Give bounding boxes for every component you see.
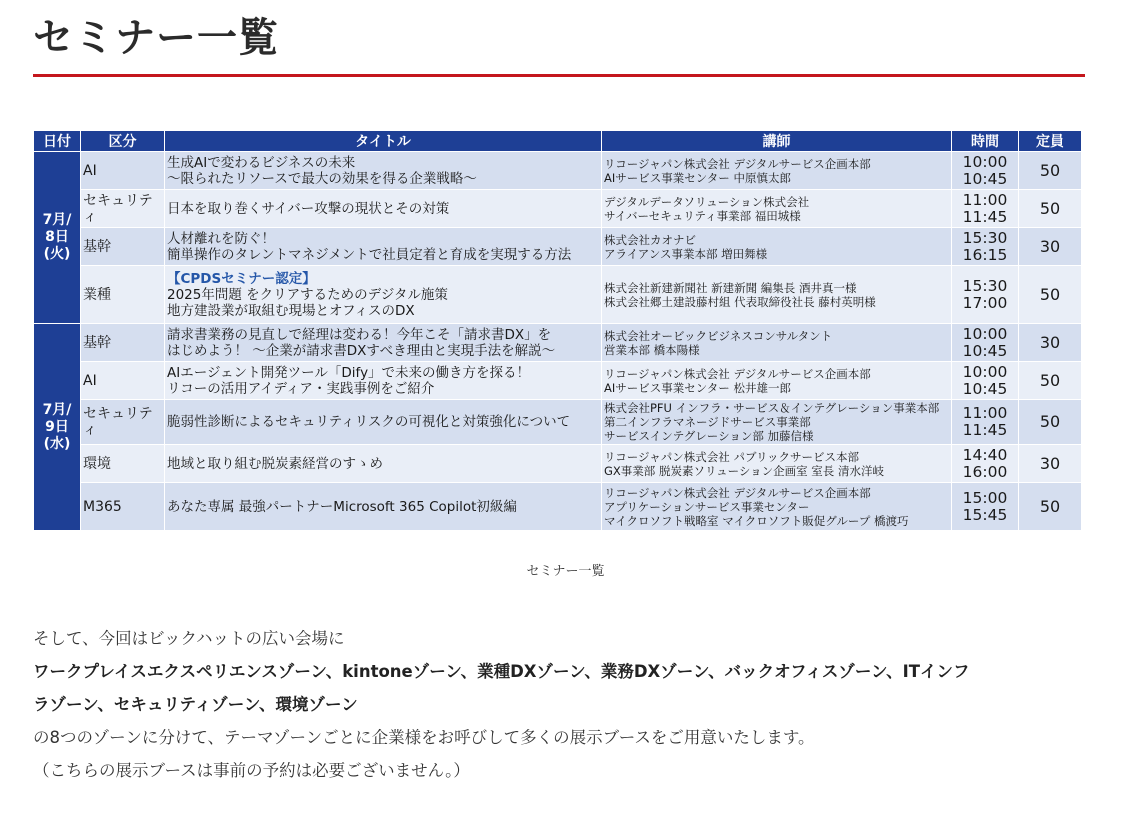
table-row — [34, 445, 1082, 483]
title-line: リコーの活用アイディア・実践事例をご紹介 — [167, 380, 435, 397]
instructor-line: マイクロソフト戦略室 マイクロソフト販促グループ 橋渡巧 — [604, 513, 909, 528]
category-cell: セキュリティ — [81, 190, 165, 228]
table-row — [34, 190, 1082, 228]
instructor-line: サイバーセキュリティ事業部 福田城様 — [604, 208, 801, 223]
time-cell — [952, 190, 1019, 228]
date-line: (水) — [43, 435, 71, 452]
date-cell — [34, 152, 81, 324]
time-cell — [952, 324, 1019, 362]
date-line: 7月/ — [42, 212, 72, 228]
instructor-cell — [602, 152, 952, 190]
zone-description — [33, 622, 1093, 787]
category-cell: セキュリティ — [81, 400, 165, 445]
time-start: 15:30 — [962, 276, 1008, 295]
title-line: 請求書業務の見直しで経理は変わる！今年こそ「請求書DX」を — [167, 326, 552, 343]
time-end: 10:45 — [962, 379, 1008, 398]
title-line: 日本を取り巻くサイバー攻撃の現状とその対策 — [167, 200, 450, 217]
table-row — [34, 362, 1082, 400]
title-line: 生成AIで変わるビジネスの未来 — [167, 154, 356, 171]
capacity-cell: 50 — [1019, 266, 1082, 324]
title-line: 地方建設業が取組む現場とオフィスのDX — [167, 302, 415, 319]
table-row — [34, 400, 1082, 445]
time-start: 14:40 — [962, 445, 1008, 464]
instructor-cell — [602, 445, 952, 483]
instructor-cell — [602, 400, 952, 445]
instructor-line: リコージャパン株式会社 デジタルサービス企画本部 — [604, 366, 871, 381]
instructor-cell — [602, 362, 952, 400]
title-cell — [165, 445, 602, 483]
time-cell — [952, 152, 1019, 190]
table-header-row — [34, 131, 1082, 152]
title-cell — [165, 228, 602, 266]
time-end: 16:00 — [962, 462, 1008, 481]
page-title: セミナー一覧 — [33, 15, 279, 61]
title-line: 地域と取り組む脱炭素経営のすゝめ — [167, 455, 383, 472]
header-instructor: 講師 — [602, 131, 952, 152]
table-row — [34, 483, 1082, 531]
category-cell: 基幹 — [81, 228, 165, 266]
header-date: 日付 — [34, 131, 81, 152]
table-row — [34, 324, 1082, 362]
table-row — [34, 152, 1082, 190]
title-cell — [165, 190, 602, 228]
category-cell: AI — [81, 152, 165, 190]
cpds-badge: 【CPDSセミナー認定】 — [167, 270, 316, 287]
header-category: 区分 — [81, 131, 165, 152]
time-cell — [952, 228, 1019, 266]
instructor-line: リコージャパン株式会社 パブリックサービス本部 — [604, 449, 860, 464]
title-line: 脆弱性診断によるセキュリティリスクの可視化と対策強化について — [167, 414, 571, 430]
instructor-line: リコージャパン株式会社 デジタルサービス企画本部 — [604, 156, 871, 171]
time-end: 10:45 — [962, 341, 1008, 360]
title-cell — [165, 152, 602, 190]
paragraph-line: そして、今回はビックハットの広い会場に — [33, 629, 345, 648]
table-body — [34, 152, 1082, 531]
paragraph-line: の8つのゾーンに分けて、テーマゾーンごとに企業様をお呼びして多くの展示ブースをご用意いたします。 — [33, 728, 815, 747]
instructor-line: サービスインテグレーション部 加藤信様 — [604, 429, 814, 443]
category-cell: AI — [81, 362, 165, 400]
time-end: 11:45 — [962, 421, 1008, 439]
seminar-table-image — [33, 130, 1081, 531]
date-line: 7月/ — [42, 401, 72, 418]
title-cell — [165, 266, 602, 324]
time-start: 11:00 — [962, 190, 1008, 209]
instructor-cell — [602, 266, 952, 324]
date-line: (火) — [43, 246, 71, 262]
instructor-line: 株式会社カオナビ — [604, 232, 696, 247]
instructor-line: 営業本部 橋本陽様 — [604, 342, 700, 357]
capacity-cell: 50 — [1019, 190, 1082, 228]
title-cell — [165, 400, 602, 445]
time-cell — [952, 483, 1019, 531]
time-cell — [952, 266, 1019, 324]
instructor-line: 株式会社新建新聞社 新建新聞 編集長 酒井真一様 — [604, 280, 857, 295]
title-line: あなた専属 最強パートナーMicrosoft 365 Copilot初級編 — [167, 498, 517, 515]
date-line: 9日 — [45, 418, 69, 435]
instructor-cell — [602, 228, 952, 266]
instructor-line: AIサービス事業センター 中原慎太郎 — [604, 170, 791, 185]
title-line: はじめよう！ 〜企業が請求書DXすべき理由と実現手法を解説〜 — [167, 342, 556, 359]
instructor-line: AIサービス事業センター 松井雄一郎 — [604, 380, 791, 395]
capacity-cell: 50 — [1019, 152, 1082, 190]
header-title: タイトル — [165, 131, 602, 152]
instructor-line: GX事業部 脱炭素ソリューション企画室 室長 清水洋岐 — [604, 463, 884, 478]
time-end: 15:45 — [962, 505, 1008, 524]
instructor-cell — [602, 324, 952, 362]
image-caption: セミナー一覧 — [526, 564, 605, 579]
header-time: 時間 — [952, 131, 1019, 152]
instructor-line: 株式会社PFU インフラ・サービス＆インテグレーション事業本部 — [604, 401, 940, 415]
instructor-cell — [602, 483, 952, 531]
instructor-line: 第二インフラマネージドサービス事業部 — [604, 415, 811, 429]
zone-list-line: ワークプレイスエクスペリエンスゾーン、kintoneゾーン、業種DXゾーン、業務DXゾーン、バックオフィスゾーン、ITインフ — [33, 662, 970, 681]
table-row — [34, 228, 1082, 266]
instructor-line: デジタルデータソリューション株式会社 — [604, 194, 810, 209]
header-capacity: 定員 — [1019, 131, 1082, 152]
title-underline — [33, 74, 1085, 77]
time-cell — [952, 445, 1019, 483]
instructor-line: アライアンス事業本部 増田舞様 — [604, 246, 768, 261]
zone-list-line: ラゾーン、セキュリティゾーン、環境ゾーン — [33, 695, 358, 714]
time-end: 11:45 — [962, 207, 1008, 226]
time-end: 16:15 — [962, 245, 1008, 264]
title-cell — [165, 362, 602, 400]
time-start: 10:00 — [962, 324, 1008, 343]
category-cell: 基幹 — [81, 324, 165, 362]
category-cell: 業種 — [81, 266, 165, 324]
capacity-cell: 50 — [1019, 483, 1082, 531]
time-start: 10:00 — [962, 362, 1008, 381]
category-cell: 環境 — [81, 445, 165, 483]
date-line: 8日 — [45, 229, 69, 245]
title-line: AIエージェント開発ツール「Dify」で未来の働き方を探る！ — [167, 364, 531, 381]
title-line: 〜限られたリソースで最大の効果を得る企業戦略〜 — [167, 170, 477, 187]
capacity-cell: 30 — [1019, 228, 1082, 266]
time-start: 15:30 — [962, 228, 1008, 247]
date-cell — [34, 324, 81, 531]
title-line: 簡単操作のタレントマネジメントで社員定着と育成を実現する方法 — [167, 246, 572, 263]
seminar-table — [33, 130, 1082, 531]
instructor-line: 株式会社郷土建設藤村組 代表取締役社長 藤村英明様 — [604, 294, 876, 309]
time-start: 11:00 — [962, 404, 1008, 422]
instructor-line: 株式会社オービックビジネスコンサルタント — [604, 328, 833, 343]
instructor-line: リコージャパン株式会社 デジタルサービス企画本部 — [604, 485, 871, 500]
time-cell — [952, 362, 1019, 400]
time-start: 10:00 — [962, 152, 1008, 171]
time-end: 10:45 — [962, 169, 1008, 188]
title-line: 2025年問題 をクリアするためのデジタル施策 — [167, 286, 448, 303]
time-cell — [952, 400, 1019, 445]
title-line: 人材離れを防ぐ！ — [167, 230, 275, 247]
capacity-cell: 50 — [1019, 400, 1082, 445]
category-cell: M365 — [81, 483, 165, 531]
time-start: 15:00 — [962, 488, 1008, 507]
capacity-cell: 30 — [1019, 324, 1082, 362]
instructor-line: アプリケーションサービス事業センター — [604, 499, 810, 514]
table-row — [34, 266, 1082, 324]
time-end: 17:00 — [962, 293, 1008, 312]
instructor-cell — [602, 190, 952, 228]
capacity-cell: 50 — [1019, 362, 1082, 400]
capacity-cell: 30 — [1019, 445, 1082, 483]
paragraph-line: （こちらの展示ブースは事前の予約は必要ございません。） — [33, 761, 470, 780]
title-cell — [165, 483, 602, 531]
title-cell — [165, 324, 602, 362]
